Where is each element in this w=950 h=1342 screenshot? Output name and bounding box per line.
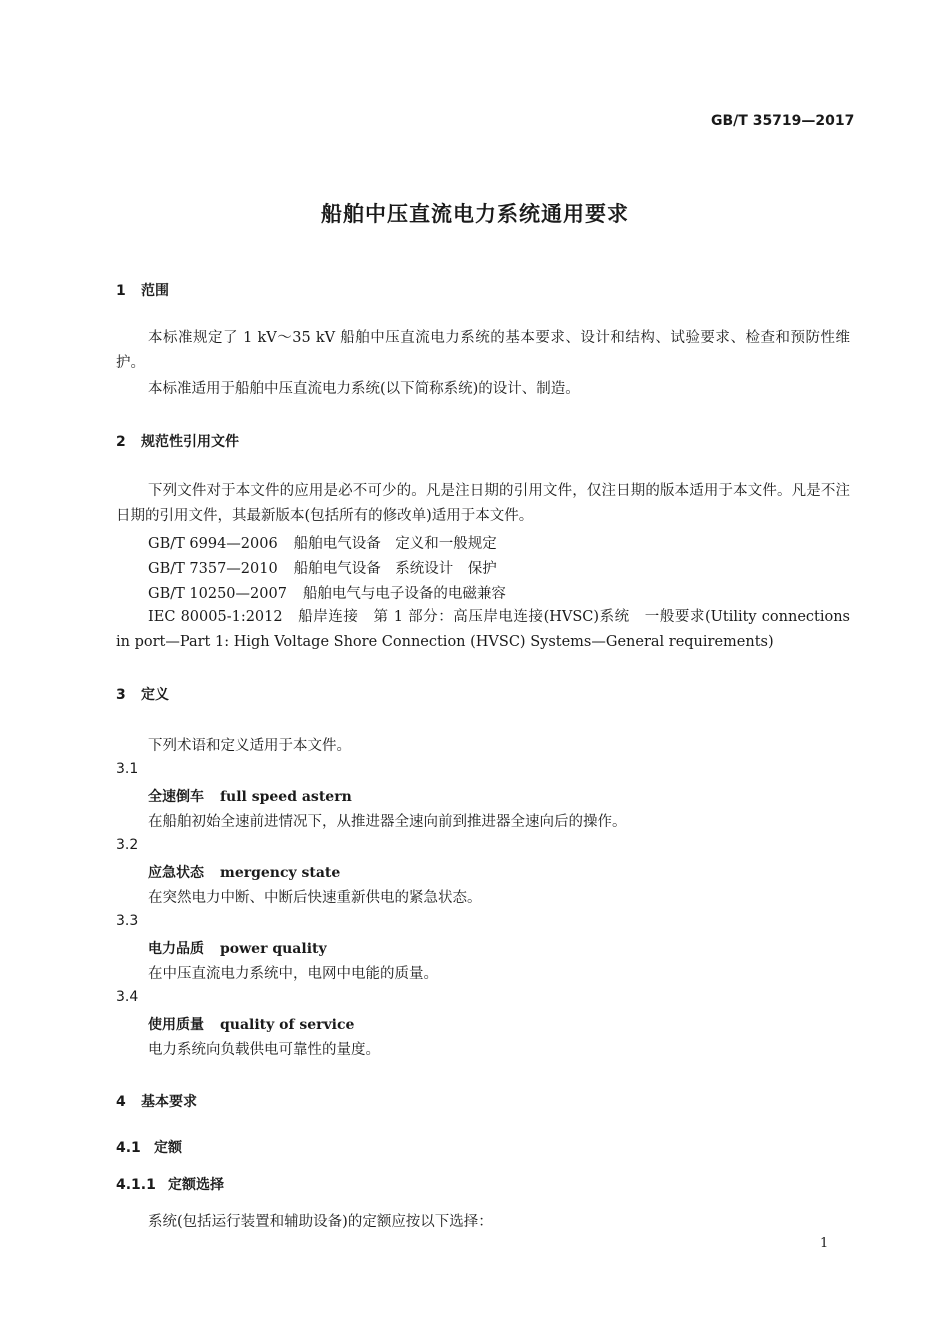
section-2-heading [116,431,239,451]
section-3-heading [116,684,169,704]
term-zh: 使用质量 [148,1017,204,1033]
page-number: 1 [820,1236,829,1251]
term-zh: 全速倒车 [148,789,204,805]
section-number: 4 [116,1094,126,1110]
section-title: 定额选择 [168,1177,224,1193]
paragraph: 系统(包括运行装置和辅助设备)的定额应按以下选择： [148,1214,493,1230]
term-number: 3.1 [116,761,139,777]
term-number: 3.3 [116,913,139,929]
term-zh: 应急状态 [148,865,204,881]
reference-title: 船舶电气设备 定义和一般规定 [293,536,497,552]
paragraph: 本标准适用于船舶中压直流电力系统(以下简称系统)的设计、制造。 [148,381,580,397]
term-en: power quality [220,941,327,957]
term-en: full speed astern [220,789,352,805]
paragraph: 下列术语和定义适用于本文件。 [148,738,351,754]
term-heading [148,1014,354,1034]
section-number: 3 [116,687,126,703]
section-number: 2 [116,434,126,450]
reference-item [148,532,497,553]
reference-title: 船舶电气与电子设备的电磁兼容 [302,586,506,602]
term-heading [148,938,327,958]
term-definition: 在船舶初始全速前进情况下，从推进器全速向前到推进器全速向后的操作。 [148,814,627,830]
paragraph: 下列文件对于本文件的应用是必不可少的。凡是注日期的引用文件，仅注日期的版本适用于本文件。凡是不注日期的引用文件，其最新版本(包括所有的修改单)适用于本文件。 [116,483,850,524]
term-number: 3.4 [116,989,139,1005]
term-heading [148,862,340,882]
term-definition: 在突然电力中断、中断后快速重新供电的紧急状态。 [148,890,482,906]
term-definition: 在中压直流电力系统中，电网中电能的质量。 [148,966,438,982]
reference-title: 船舶电气设备 系统设计 保护 [293,561,497,577]
standard-number: GB/T 35719—2017 [711,113,855,129]
section-number: 4.1 [116,1140,141,1156]
reference-item [148,582,506,603]
section-number: 1 [116,283,126,299]
section-4-1-1-heading [116,1174,224,1194]
section-title: 范围 [141,283,169,299]
section-1-heading [116,280,169,300]
reference-item-iec: IEC 80005-1:2012 船岸连接 第 1 部分：高压岸电连接(HVSC)系统 一般要求(Utility connections in port—Part 1: High Voltage Shore Connection (HVSC) Systems—General requirements) [116,609,850,650]
reference-code: GB/T 10250—2007 [148,586,287,602]
reference-code: GB/T 7357—2010 [148,561,278,577]
section-title: 定额 [154,1140,182,1156]
section-title: 定义 [141,687,169,703]
term-heading [148,786,352,806]
reference-item [148,557,497,578]
term-zh: 电力品质 [148,941,204,957]
section-title: 规范性引用文件 [141,434,239,450]
term-en: quality of service [220,1017,355,1033]
reference-code: GB/T 6994—2006 [148,536,278,552]
term-definition: 电力系统向负载供电可靠性的量度。 [148,1042,380,1058]
term-en: mergency state [220,865,341,881]
section-number: 4.1.1 [116,1177,156,1193]
section-4-1-heading [116,1137,182,1157]
section-4-heading [116,1091,197,1111]
term-number: 3.2 [116,837,139,853]
paragraph: 本标准规定了 1 kV～35 kV 船舶中压直流电力系统的基本要求、设计和结构、试验要求、检查和预防性维护。 [116,330,850,371]
document-title: 船舶中压直流电力系统通用要求 [321,202,629,226]
section-title: 基本要求 [141,1094,197,1110]
